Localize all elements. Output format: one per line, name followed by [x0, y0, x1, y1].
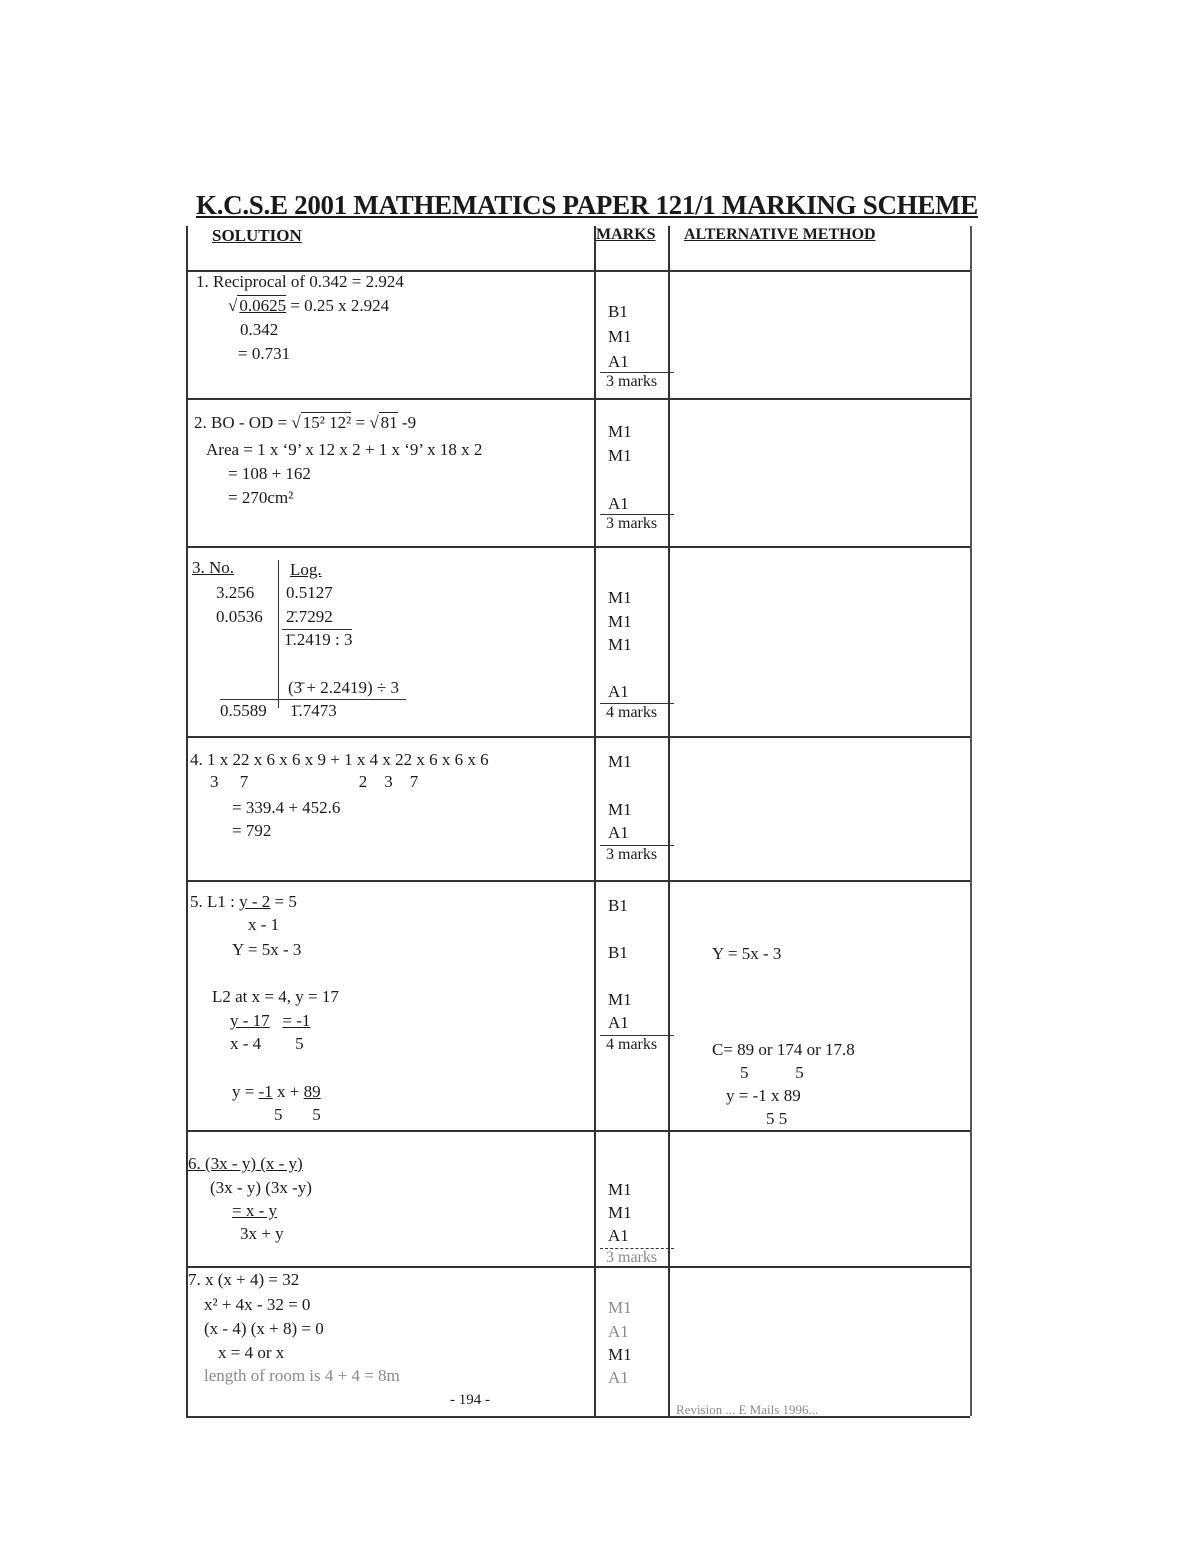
q3-log-table-divider — [278, 560, 279, 708]
q7-line-2: x² + 4x - 32 = 0 — [204, 1295, 311, 1314]
q2-mark: M1 — [608, 446, 632, 465]
q1-total: 3 marks — [600, 372, 674, 391]
q2-line-1: 2. BO - OD = √ 15² 12² = √ 81 -9 — [194, 413, 417, 432]
header-marks: MARKS — [596, 226, 656, 243]
q1-line-3: 0.342 — [240, 320, 279, 339]
revision-note: Revision ... E Mails 1996... — [676, 1402, 819, 1417]
row-divider — [186, 736, 970, 738]
q2-line-4: = 270cm² — [228, 488, 294, 507]
q3-r1-no: 3.256 — [216, 583, 255, 602]
q4-line-2: = 339.4 + 452.6 — [232, 798, 341, 817]
q6-line-4: 3x + y — [240, 1224, 284, 1243]
q5-alt-line-2: C= 89 or 174 or 17.8 — [712, 1040, 855, 1059]
row-divider — [186, 546, 970, 548]
page-title: K.C.S.E 2001 MATHEMATICS PAPER 121/1 MARKING SCHEME — [196, 190, 978, 220]
q1-mark: B1 — [608, 302, 628, 321]
q7-mark: M1 — [608, 1345, 632, 1364]
q2-line-3: = 108 + 162 — [228, 464, 311, 483]
q3-mark: M1 — [608, 612, 632, 631]
q5-line-6: x - 4 5 — [230, 1034, 304, 1053]
q5-line-5: y - 17 = -1 — [230, 1011, 311, 1030]
q6-mark: A1 — [608, 1226, 629, 1245]
q3-r2-log: 2̄.7292 — [286, 607, 333, 626]
q2-line-2: Area = 1 x ‘9’ x 12 x 2 + 1 x ‘9’ x 18 x 2 — [206, 440, 483, 459]
row-divider — [186, 398, 970, 400]
q7-line-4: x = 4 or x — [218, 1343, 285, 1362]
q3-mark: A1 — [608, 682, 629, 701]
marking-table — [186, 226, 972, 1416]
q4-mark: A1 — [608, 823, 629, 842]
q7-line-1: 7. x (x + 4) = 32 — [188, 1270, 300, 1289]
q4-mark: M1 — [608, 752, 632, 771]
q5-mark: B1 — [608, 896, 628, 915]
q5-alt-line-1: Y = 5x - 3 — [712, 944, 782, 963]
q5-line-7: y = -1 x + 89 — [232, 1082, 321, 1101]
row-divider — [186, 1266, 970, 1268]
q7-mark: M1 — [608, 1298, 632, 1317]
q1-mark: M1 — [608, 327, 632, 346]
q4-line-3: = 792 — [232, 821, 272, 840]
q3-r5-log: 1̄.7473 — [290, 701, 337, 720]
q7-mark: A1 — [608, 1322, 629, 1341]
q5-mark: B1 — [608, 943, 628, 962]
q5-mark: M1 — [608, 990, 632, 1009]
page-number: - 194 - — [450, 1392, 490, 1408]
q5-mark: A1 — [608, 1013, 629, 1032]
q7-line-5: length of room is 4 + 4 = 8m — [204, 1366, 400, 1385]
header-solution: SOLUTION — [212, 226, 302, 245]
q2-total: 3 marks — [600, 514, 674, 533]
q1-line-4: = 0.731 — [238, 344, 291, 363]
q3-no-header: 3. No. — [192, 558, 235, 577]
q3-mark: M1 — [608, 635, 632, 654]
q2-mark: A1 — [608, 494, 629, 513]
q5-line-8: 5 5 — [274, 1105, 321, 1124]
q6-line-2: (3x - y) (3x -y) — [210, 1178, 312, 1197]
q4-line-1: 4. 1 x 22 x 6 x 6 x 9 + 1 x 4 x 22 x 6 x 6 x 6 — [190, 750, 489, 769]
q6-line-1: 6. (3x - y) (x - y) — [188, 1154, 303, 1173]
q3-r4: (3̄ + 2.2419) ÷ 3 — [288, 678, 399, 697]
q6-mark: M1 — [608, 1180, 632, 1199]
q1-line-2: √ 0.0625 = 0.25 x 2.924 — [228, 296, 390, 315]
q5-alt-line-3: 5 5 — [740, 1063, 804, 1082]
q5-line-2: x - 1 — [248, 915, 280, 934]
q2-mark: M1 — [608, 422, 632, 441]
q6-mark: M1 — [608, 1203, 632, 1222]
row-divider — [186, 880, 970, 882]
q3-log-header: Log. — [290, 560, 322, 579]
q3-r3: 1̄.2419 : 3 — [284, 630, 353, 649]
q3-r2-no: 0.0536 — [216, 607, 263, 626]
q3-mark: M1 — [608, 588, 632, 607]
row-divider — [186, 1130, 970, 1132]
q5-line-4: L2 at x = 4, y = 17 — [212, 987, 339, 1006]
q4-line-1-denominators: 3 7 2 3 7 — [210, 772, 419, 791]
q5-line-1: 5. L1 : y - 2 = 5 — [190, 892, 297, 911]
q3-result-line — [220, 699, 406, 700]
q3-r5-no: 0.5589 — [220, 701, 267, 720]
q1-mark: A1 — [608, 352, 629, 371]
q5-alt-line-4: y = -1 x 89 — [726, 1086, 801, 1105]
q3-r1-log: 0.5127 — [286, 583, 333, 602]
q5-total: 4 marks — [600, 1035, 674, 1054]
q6-line-3: = x - y — [232, 1201, 277, 1220]
column-divider-marks — [594, 226, 596, 1416]
column-divider-alternative — [668, 226, 670, 1416]
q1-line-1: 1. Reciprocal of 0.342 = 2.924 — [196, 272, 404, 291]
row-divider-bottom — [186, 1416, 970, 1418]
header-alternative: ALTERNATIVE METHOD — [684, 226, 876, 243]
q5-alt-line-5: 5 5 — [766, 1109, 788, 1128]
q3-total: 4 marks — [600, 703, 674, 722]
q4-total: 3 marks — [600, 845, 674, 864]
q4-mark: M1 — [608, 800, 632, 819]
q7-mark: A1 — [608, 1368, 629, 1387]
q5-line-3: Y = 5x - 3 — [232, 940, 302, 959]
q7-line-3: (x - 4) (x + 8) = 0 — [204, 1319, 324, 1338]
q6-total: 3 marks — [600, 1248, 674, 1267]
